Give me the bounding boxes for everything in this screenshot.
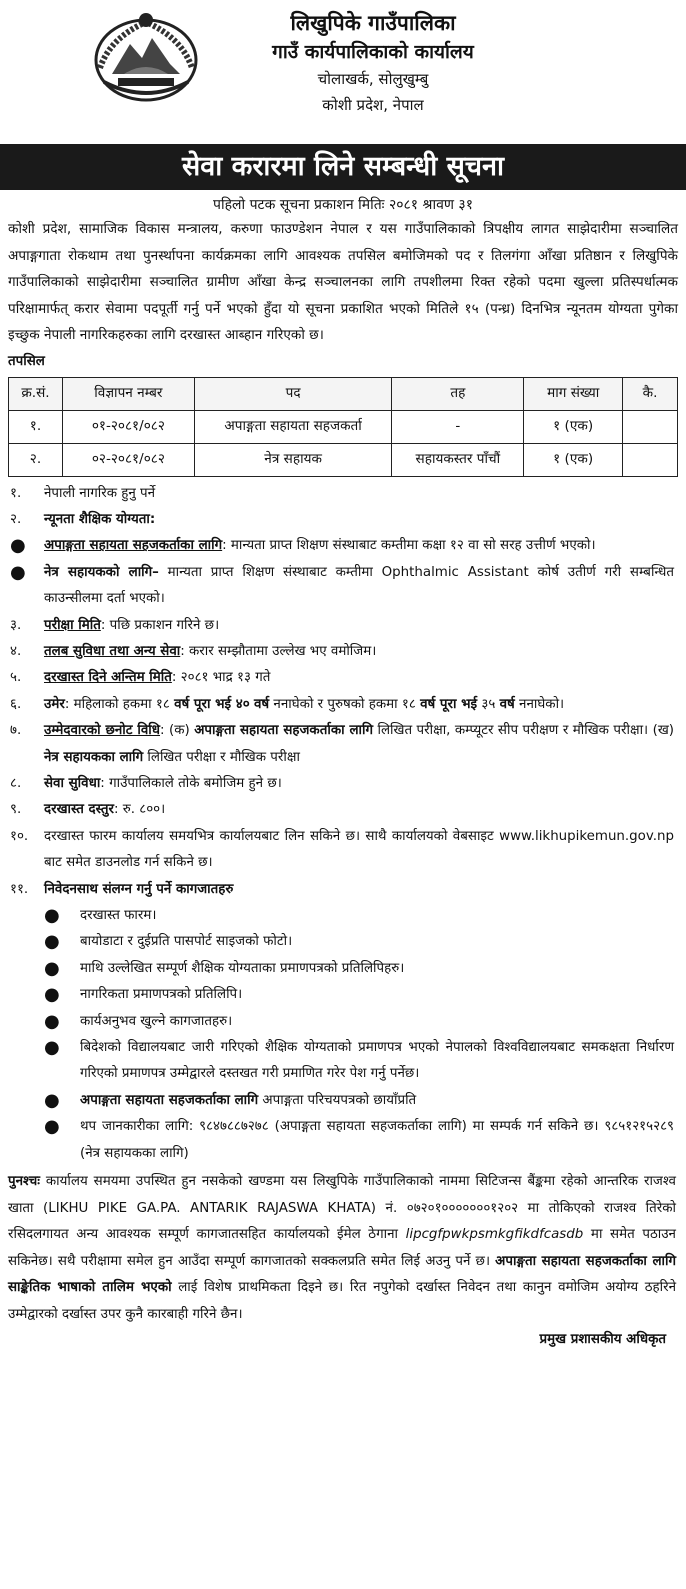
item-text-bold: वर्ष — [253, 696, 270, 712]
item-number: ५. — [10, 670, 22, 686]
publication-date: पहिलो पटक सूचना प्रकाशन मितिः २०८१ श्रावण ३१ — [213, 197, 473, 213]
postscript-highlight: अपाङ्गता सहायता सहजकर्ताका लागि साङ्केतिक भाषाको तालिम भएको — [8, 1253, 676, 1296]
bullet-icon: ● — [10, 535, 26, 557]
item-number: १०. — [10, 828, 29, 844]
list-item — [8, 665, 678, 691]
col-header: कै. — [623, 377, 678, 410]
document-text: कार्यअनुभव खुल्ने कागजातहरु। — [80, 1013, 233, 1029]
item-text: ननाघेको र पुरुषको हकमा १८ — [269, 696, 421, 712]
office-address: चोलाखर्क, सोलुखुम्बु — [317, 70, 429, 88]
postscript-text: कार्यालय समयमा उपस्थित हुन नसकेको खण्डमा यस लिखुपिके गाउँपालिकाको नाममा सिटिजन्स बैंङ्कमा रहेको आन्तरिक राजश्व खाता (LIKHU PIKE GA.PA. ANTARIK RAJASWA KHATA) नं. ०७२०१०००००००१२०२ मा तोकिएको राजश्व तिरेको रसिदलगायत अन्य आवश्यक सम्पूर्ण कागजातसहित कार्यालयको ईमेल ठेगाना — [8, 1174, 676, 1243]
item-text: : पछि प्रकाशन गरिने छ। — [100, 617, 220, 633]
contact-text: थप जानकारीका लागि: ९८४७८८७२७८ (अपाङ्गता सहायता सहजकर्ताका लागि) मा सम्पर्क गर्न सकिने छ। ९८५१२१५२८९ (नेत्र सहायकका लागि) — [80, 1119, 674, 1161]
intro-paragraph: कोशी प्रदेश, सामाजिक विकास मन्त्रालय, करुणा फाउण्डेशन नेपाल र यस गाउँपालिकाको त्रिपक्षीय लागत साझेदारीमा सञ्चालित अपाङ्गगाता रोकथाम तथा पुनर्स्थापना कार्यक्रमका लागि आवश्यक तपसिल बमोजिमको पद र तिलगंगा आँखा प्रतिष्ठान र लिखुपिके गाउँपालिकाको साझेदारीमा सञ्चालित ग्रामीण आँखा केन्द्र सञ्चालनका लागि तपशीलमा रिक्त रहेको पदमा खुल्ला प्रतिस्पर्धात्मक परिक्षामार्फत् करार सेवामा पदपूर्ती गर्नु पर्ने भएको हुँदा यो सूचना प्रकाशित भएको मितिले १५ (पन्ध्र) दिनभित्र न्यूनतम योग्यता पुगेका इच्छुक नेपाली नागरिकहरुका लागि दरखास्त आब्हान गरिएको छ। — [8, 221, 678, 343]
item-text: : रु. ८००। — [113, 802, 166, 818]
item-text: : (क) — [160, 723, 195, 739]
postscript-text: मा समेत पठाउन सकिनेछ। सथै परीक्षामा समेल हुन आउँदा सम्पूर्ण कागजातको सक्कलप्रति समेत लिई अउनु पर्ने छ। — [8, 1227, 676, 1269]
item-number: ९. — [10, 802, 22, 818]
table-cell: सहायकस्तर पाँचौं — [392, 443, 524, 476]
document-text: दरखास्त फारम। — [80, 908, 157, 923]
postscript-label: पुनश्चः — [8, 1174, 40, 1190]
item-text: नेपाली नागरिक हुनु पर्ने — [44, 485, 156, 501]
item-label: उम्मेदवारको छनोट विधि — [44, 723, 161, 739]
tapasil-label: तपसिल — [8, 353, 45, 369]
list-item — [8, 771, 678, 797]
col-header: पद — [194, 377, 392, 410]
bullet-icon: ● — [44, 957, 60, 979]
document-item — [8, 1035, 678, 1088]
list-item — [8, 507, 678, 533]
document-text: अपाङ्गता परिचयपत्रको छायाँप्रति — [258, 1092, 417, 1108]
vacancy-table — [8, 377, 678, 477]
table-cell: ०२-२०८१/०८२ — [62, 443, 194, 476]
item-label: उमेर — [44, 696, 65, 712]
postscript-text: लाई विशेष प्राथमिकता दिइने छ। रित नपुगेको दर्खास्त निवेदन तथा कानुन वमोजिम अयोग्य ठहरिने उम्मेद्वारको दर्खास्त उपर कुनै कारबाही गरिने छैन। — [8, 1280, 677, 1322]
document-text: माथि उल्लेखित सम्पूर्ण शैक्षिक योग्यताका प्रमाणपत्रको प्रतिलिपिहरु। — [80, 960, 405, 976]
item-number: ६. — [10, 696, 22, 712]
document-text: नागरिकता प्रमाणपत्रको प्रतिलिपि। — [80, 987, 243, 1003]
bullet-icon: ● — [44, 931, 60, 953]
document-item — [8, 1088, 678, 1114]
list-item — [8, 877, 678, 903]
item-text-bold: वर्ष — [499, 696, 515, 712]
item-text: लिखित परीक्षा र मौखिक परीक्षा — [143, 749, 300, 765]
table-row — [9, 410, 678, 443]
signature-title: प्रमुख प्रशासकीय अधिकृत — [539, 1332, 666, 1348]
table-cell: ०१-२०८१/०८२ — [62, 410, 194, 443]
item-label: निवेदनसाथ संलग्न गर्नु पर्ने कागजातहरु — [44, 881, 234, 897]
col-header: तह — [392, 377, 524, 410]
item-label: परीक्षा मिति — [44, 617, 101, 633]
list-item — [8, 797, 678, 823]
table-cell — [623, 410, 678, 443]
item-number: ४. — [10, 643, 22, 659]
office-name: गाउँ कार्यपालिकाको कार्यालय — [272, 41, 474, 63]
item-text-bold: वर्ष पूरा भई — [420, 696, 478, 712]
document-item — [8, 1114, 678, 1167]
province-address: कोशी प्रदेश, नेपाल — [322, 96, 424, 114]
item-text: : २०८१ भाद्र १३ गते — [171, 670, 271, 686]
postscript — [8, 1169, 678, 1328]
list-item — [8, 692, 678, 718]
col-header: क्र.सं. — [9, 377, 63, 410]
table-cell: - — [392, 410, 524, 443]
list-item — [8, 718, 678, 771]
list-item — [8, 533, 678, 559]
document-item — [8, 982, 678, 1008]
document-label: अपाङ्गता सहायता सहजकर्ताका लागि — [80, 1092, 259, 1108]
item-label: दरखास्त दिने अन्तिम मिति — [44, 670, 172, 686]
item-text: दरखास्त फारम कार्यालय समयभित्र कार्यालयबाट लिन सकिने छ। साथै कार्यालयको वेबसाइट www.likhupikemun.gov.np बाट समेत डाउनलोड गर्न सकिने छ। — [44, 828, 674, 871]
item-number: २. — [10, 511, 22, 527]
document-text: बिदेशको विद्यालयबाट जारी गरिएको शैक्षिक योग्यताको प्रमाणपत्र भएको नेपालको विश्वविद्यालयबाट समकक्षता निर्धारण गरिएको प्रमाणपत्र उम्मेद्वारले दस्तखत गरी प्रमाणित गरेर पेश गर्नु पर्नेछ। — [80, 1040, 674, 1082]
list-item — [8, 639, 678, 665]
item-text: : गाउँपालिकाले तोके बमोजिम हुने छ। — [100, 775, 282, 791]
item-text: ननाघेको। — [514, 696, 565, 712]
bullet-icon: ● — [44, 905, 60, 926]
table-cell: २. — [9, 443, 63, 476]
item-text: ३५ — [477, 696, 500, 712]
table-row — [9, 443, 678, 476]
list-item — [8, 613, 678, 639]
table-cell: १ (एक) — [524, 443, 623, 476]
list-item — [8, 481, 678, 507]
col-header: माग संख्या — [524, 377, 623, 410]
table-cell: १. — [9, 410, 63, 443]
requirements-list — [8, 481, 678, 1168]
bullet-icon: ● — [44, 1010, 60, 1032]
document-item — [8, 1009, 678, 1035]
item-label: नेत्र सहायकको लागि– — [44, 564, 159, 580]
list-item — [8, 824, 678, 877]
notice-title: सेवा करारमा लिने सम्बन्धी सूचना — [0, 144, 686, 190]
document-item — [8, 903, 678, 929]
bullet-icon: ● — [44, 984, 60, 1006]
document-item — [8, 956, 678, 982]
item-number: ७. — [10, 723, 22, 739]
list-item — [8, 560, 678, 613]
municipality-name: लिखुपिके गाउँपालिका — [290, 11, 456, 35]
table-cell: नेत्र सहायक — [194, 443, 392, 476]
table-header-row — [9, 377, 678, 410]
document-text: बायोडाटा र दुईप्रति पासपोर्ट साइजको फोटो। — [80, 934, 293, 950]
col-header: विज्ञापन नम्बर — [62, 377, 194, 410]
bullet-icon: ● — [10, 561, 26, 583]
item-text-bold: वर्ष पूरा भई ४० — [174, 696, 250, 712]
table-cell: अपाङ्गता सहायता सहजकर्ता — [194, 410, 392, 443]
document-item — [8, 929, 678, 955]
item-text: : करार सम्झौतामा उल्लेख भए वमोजिम। — [180, 643, 377, 659]
item-number: ३. — [10, 617, 22, 633]
table-cell — [623, 443, 678, 476]
bullet-icon: ● — [44, 1089, 60, 1111]
header — [8, 6, 678, 144]
item-label: तलब सुविधा तथा अन्य सेवा — [44, 643, 181, 659]
item-text: मान्यता प्राप्त शिक्षण संस्थाबाट कम्तीमा Ophthalmic Assistant कोर्ष उतीर्ण गरी सम्बन्धित काउन्सीलमा दर्ता भएको। — [44, 564, 674, 607]
table-cell: १ (एक) — [524, 410, 623, 443]
item-text: : मान्यता प्राप्त शिक्षण संस्थाबाट कम्तीमा कक्षा १२ वा सो सरह उत्तीर्ण भएको। — [222, 538, 596, 554]
bullet-icon: ● — [44, 1037, 60, 1059]
item-label: दरखास्त दस्तुर — [44, 802, 114, 818]
item-label: सेवा सुविधा — [44, 775, 101, 791]
bullet-icon: ● — [44, 1116, 60, 1138]
email-address: lipcgfpwkpsmkgfikdfcasdb — [405, 1227, 584, 1243]
item-text-bold: नेत्र सहायकका लागि — [44, 749, 144, 765]
item-text-bold: अपाङ्गता सहायता सहजकर्ताका लागि — [194, 723, 373, 739]
nepal-emblem-icon — [90, 8, 202, 104]
item-text: : महिलाको हकमा १८ — [64, 696, 175, 712]
item-number: ११. — [10, 881, 29, 897]
item-number: १. — [10, 485, 22, 501]
item-label: अपाङ्गता सहायता सहजकर्ताका लागि — [44, 538, 223, 554]
item-label: न्यूनता शैक्षिक योग्यता: — [44, 511, 156, 527]
item-number: ८. — [10, 775, 22, 791]
item-text: लिखित परीक्षा, कम्प्यूटर सीप परीक्षण र मौखिक परीक्षा। (ख) — [373, 723, 675, 739]
